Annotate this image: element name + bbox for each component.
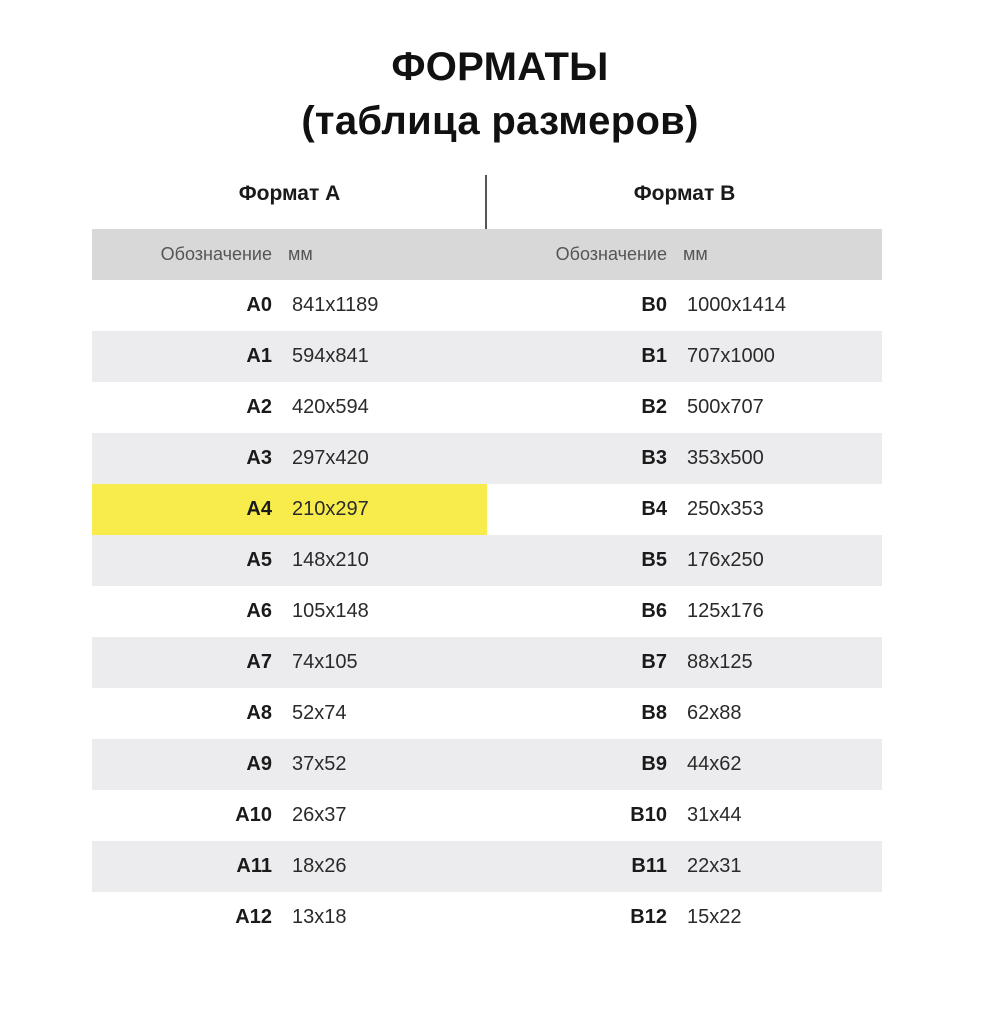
table-row [92,433,487,484]
format-name: B10 [630,804,667,826]
format-size: 105x148 [292,600,369,622]
format-name: B11 [631,855,667,877]
table-row [92,739,487,790]
title-line-1: ФОРМАТЫ [391,45,609,89]
format-name: A7 [246,651,272,673]
format-name: B9 [641,753,667,775]
format-size: 26x37 [292,804,347,826]
format-name: B1 [641,345,667,367]
format-name: A6 [246,600,272,622]
table-row [487,637,882,688]
table-row [487,739,882,790]
format-size: 148x210 [292,549,369,571]
table-row [487,484,882,535]
format-b-table [487,229,882,943]
table-row [487,331,882,382]
format-name: A10 [235,804,272,826]
format-name: B0 [641,294,667,316]
format-size: 18x26 [292,855,347,877]
format-name: A3 [246,447,272,469]
format-name: A1 [246,345,272,367]
title-line-2: (таблица размеров) [301,99,699,143]
format-size: 44x62 [687,753,742,775]
page-title [0,40,1000,148]
format-size: 707x1000 [687,345,775,367]
table-row [92,382,487,433]
format-size: 176x250 [687,549,764,571]
header-size: мм [288,244,313,264]
format-size: 15x22 [687,906,742,928]
format-size: 297x420 [292,447,369,469]
table-row [92,688,487,739]
format-size: 841x1189 [292,294,379,316]
table-header [92,229,487,280]
format-a-table [92,229,487,943]
table-row [487,790,882,841]
table-row [92,586,487,637]
format-name: B7 [641,651,667,673]
table-row [92,484,487,535]
header-name: Обозначение [160,244,272,264]
format-size: 1000x1414 [687,294,786,316]
format-size: 37x52 [292,753,347,775]
format-name: B6 [641,600,667,622]
table-row [92,280,487,331]
format-size: 31x44 [687,804,742,826]
format-name: A12 [235,906,272,928]
format-name: B5 [641,549,667,571]
table-row [92,535,487,586]
format-size: 62x88 [687,702,742,724]
format-size: 52x74 [292,702,347,724]
table-row [92,790,487,841]
format-size: 22x31 [687,855,742,877]
format-name: A2 [246,396,272,418]
table-row [487,841,882,892]
format-size: 210x297 [292,498,369,520]
format-name: B12 [630,906,667,928]
table-header [487,229,882,280]
table-row [92,331,487,382]
table-row [487,433,882,484]
format-b-heading: Формат В [633,182,736,205]
table-row [487,280,882,331]
format-size: 594x841 [292,345,369,367]
format-size: 420x594 [292,396,369,418]
format-size: 125x176 [687,600,764,622]
format-size: 353x500 [687,447,764,469]
table-row [487,586,882,637]
table-row [487,382,882,433]
format-name: B3 [641,447,667,469]
header-size: мм [683,244,708,264]
format-name: A9 [246,753,272,775]
format-name: A4 [246,498,272,520]
format-size: 500x707 [687,396,764,418]
table-row [487,688,882,739]
table-row [487,535,882,586]
format-name: A11 [236,855,272,877]
format-name: A0 [246,294,272,316]
format-name: B2 [641,396,667,418]
table-row [92,637,487,688]
format-size: 13x18 [292,906,347,928]
table-row [487,892,882,943]
table-row [92,841,487,892]
format-size: 250x353 [687,498,764,520]
format-name: B4 [641,498,667,520]
format-name: B8 [641,702,667,724]
format-a-heading: Формат А [238,182,341,205]
header-name: Обозначение [555,244,667,264]
format-name: A8 [246,702,272,724]
format-size: 74x105 [292,651,358,673]
format-name: A5 [246,549,272,571]
table-row [92,892,487,943]
format-size: 88x125 [687,651,753,673]
